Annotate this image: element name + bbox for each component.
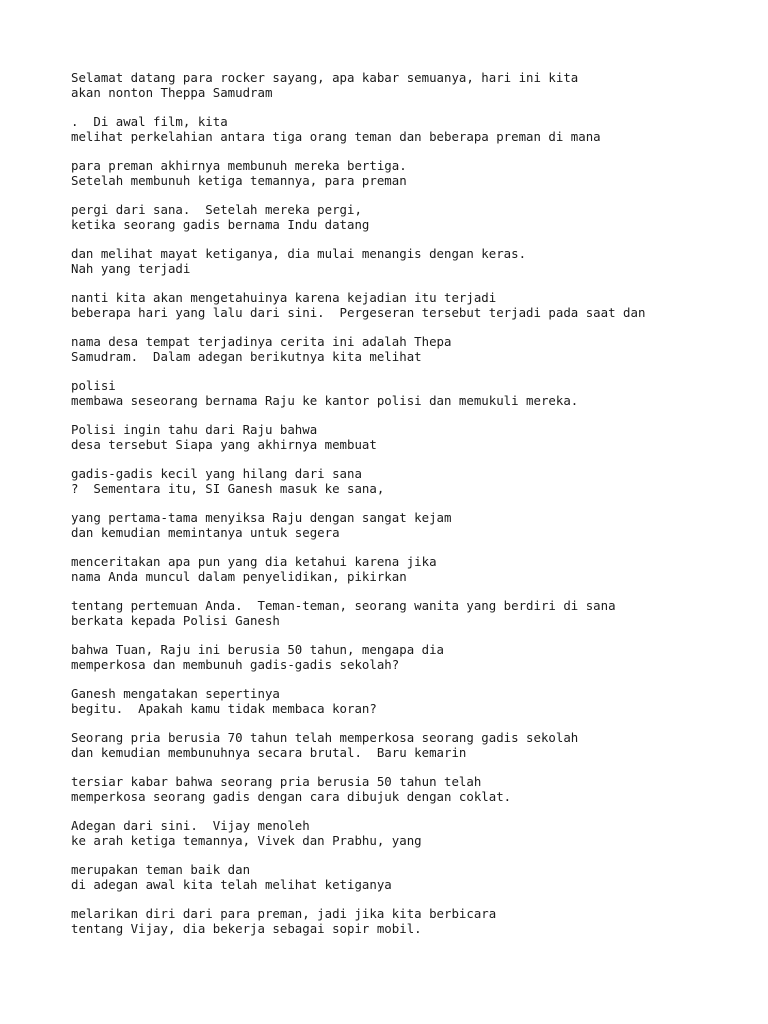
text-line: ketika seorang gadis bernama Indu datang bbox=[71, 216, 370, 232]
text-line: Adegan dari sini. Vijay menoleh bbox=[71, 818, 310, 833]
text-line: akan nonton Theppa Samudram bbox=[71, 84, 273, 100]
text-line: begitu. Apakah kamu tidak membaca koran? bbox=[71, 700, 377, 716]
text-line: nama desa tempat terjadinya cerita ini adalah Thepa bbox=[71, 334, 452, 349]
text-line: memperkosa seorang gadis dengan cara dibujuk dengan coklat. bbox=[71, 788, 512, 804]
text-line: . Di awal film, kita bbox=[71, 114, 228, 129]
text-line: ke arah ketiga temannya, Vivek dan Prabhu, yang bbox=[71, 832, 422, 848]
text-line: melarikan diri dari para preman, jadi jika kita berbicara bbox=[71, 906, 497, 921]
text-line: polisi bbox=[71, 378, 116, 393]
text-line: dan melihat mayat ketiganya, dia mulai menangis dengan keras. bbox=[71, 246, 527, 261]
text-line: Ganesh mengatakan sepertinya bbox=[71, 686, 280, 701]
text-line: Seorang pria berusia 70 tahun telah memperkosa seorang gadis sekolah bbox=[71, 730, 579, 745]
text-line: Samudram. Dalam adegan berikutnya kita melihat bbox=[71, 348, 422, 364]
paragraph bbox=[71, 511, 751, 540]
text-line: pergi dari sana. Setelah mereka pergi, bbox=[71, 202, 362, 217]
text-line: Nah yang terjadi bbox=[71, 260, 191, 276]
paragraph bbox=[71, 687, 751, 716]
text-line: dan kemudian memintanya untuk segera bbox=[71, 524, 340, 540]
paragraph bbox=[71, 335, 751, 364]
text-line: merupakan teman baik dan bbox=[71, 862, 251, 877]
paragraph bbox=[71, 247, 751, 276]
paragraph bbox=[71, 555, 751, 584]
paragraph bbox=[71, 71, 751, 100]
paragraph bbox=[71, 907, 751, 936]
text-line: tentang pertemuan Anda. Teman-teman, seorang wanita yang berdiri di sana bbox=[71, 598, 616, 613]
text-line: nama Anda muncul dalam penyelidikan, pikirkan bbox=[71, 568, 407, 584]
paragraph bbox=[71, 467, 751, 496]
paragraph bbox=[71, 379, 751, 408]
text-line: para preman akhirnya membunuh mereka bertiga. bbox=[71, 158, 407, 173]
text-line: memperkosa dan membunuh gadis-gadis sekolah? bbox=[71, 656, 400, 672]
text-line: desa tersebut Siapa yang akhirnya membuat bbox=[71, 436, 377, 452]
text-line: dan kemudian membunuhnya secara brutal. Baru kemarin bbox=[71, 744, 467, 760]
document-body bbox=[71, 71, 751, 951]
text-line: tentang Vijay, dia bekerja sebagai sopir mobil. bbox=[71, 920, 422, 936]
text-line: tersiar kabar bahwa seorang pria berusia 50 tahun telah bbox=[71, 774, 482, 789]
paragraph bbox=[71, 115, 751, 144]
paragraph bbox=[71, 819, 751, 848]
text-line: yang pertama-tama menyiksa Raju dengan sangat kejam bbox=[71, 510, 452, 525]
paragraph bbox=[71, 203, 751, 232]
text-line: berkata kepada Polisi Ganesh bbox=[71, 612, 280, 628]
text-line: Selamat datang para rocker sayang, apa kabar semuanya, hari ini kita bbox=[71, 70, 579, 85]
paragraph bbox=[71, 863, 751, 892]
text-line: beberapa hari yang lalu dari sini. Pergeseran tersebut terjadi pada saat dan bbox=[71, 304, 646, 320]
paragraph bbox=[71, 423, 751, 452]
paragraph bbox=[71, 159, 751, 188]
paragraph bbox=[71, 731, 751, 760]
text-line: melihat perkelahian antara tiga orang teman dan beberapa preman di mana bbox=[71, 128, 601, 144]
text-line: bahwa Tuan, Raju ini berusia 50 tahun, mengapa dia bbox=[71, 642, 444, 657]
paragraph bbox=[71, 599, 751, 628]
text-line: menceritakan apa pun yang dia ketahui karena jika bbox=[71, 554, 437, 569]
text-line: nanti kita akan mengetahuinya karena kejadian itu terjadi bbox=[71, 290, 497, 305]
text-line: di adegan awal kita telah melihat ketiganya bbox=[71, 876, 392, 892]
text-line: gadis-gadis kecil yang hilang dari sana bbox=[71, 466, 362, 481]
text-line: ? Sementara itu, SI Ganesh masuk ke sana, bbox=[71, 480, 385, 496]
text-line: Polisi ingin tahu dari Raju bahwa bbox=[71, 422, 318, 437]
text-line: Setelah membunuh ketiga temannya, para preman bbox=[71, 172, 407, 188]
text-line: membawa seseorang bernama Raju ke kantor polisi dan memukuli mereka. bbox=[71, 392, 579, 408]
paragraph bbox=[71, 643, 751, 672]
paragraph bbox=[71, 775, 751, 804]
paragraph bbox=[71, 291, 751, 320]
